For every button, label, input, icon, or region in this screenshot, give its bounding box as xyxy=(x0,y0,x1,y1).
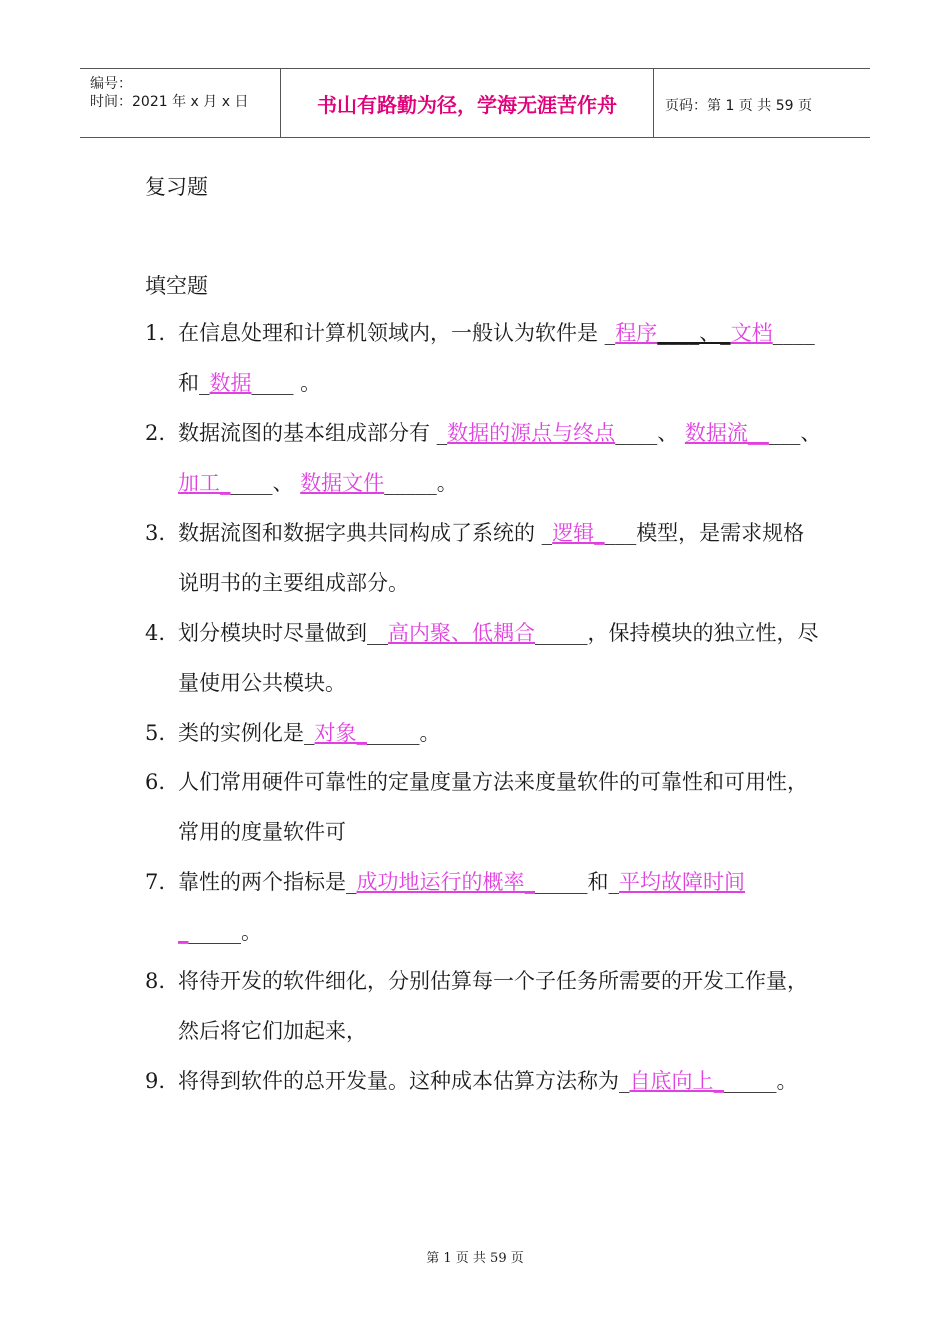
answer: 数据流__ xyxy=(684,421,769,445)
question-9 xyxy=(145,1056,825,1106)
question-2 xyxy=(145,408,825,508)
answer: 自底向上_ xyxy=(629,1069,724,1093)
question-text: ____ 。 xyxy=(251,371,322,395)
answer: 文档 xyxy=(730,321,773,345)
answer: 成功地运行的概率_ xyxy=(356,870,535,894)
question-text: _____。 xyxy=(384,471,458,495)
header-motto: 书山有路勤为径，学海无涯苦作舟 xyxy=(281,69,654,137)
question-number: 8. xyxy=(145,969,166,993)
question-text: _____。 xyxy=(724,1069,798,1093)
answer: 数据文件 xyxy=(300,471,385,495)
answer: 高内聚、低耦合 xyxy=(388,621,535,645)
answer: 对象_ xyxy=(314,721,367,745)
question-text: 将得到软件的总开发量。这种成本估算方法称为_ xyxy=(178,1069,630,1093)
question-number: 2. xyxy=(145,421,166,445)
question-number: 3. xyxy=(145,521,166,545)
question-text: 数据流图和数据字典共同构成了系统的 _ xyxy=(178,521,553,545)
question-1 xyxy=(145,308,825,408)
question-text: 类的实例化是_ xyxy=(178,721,315,745)
answer: 加工_ xyxy=(178,471,231,495)
question-text: ____、 xyxy=(230,471,301,495)
page-footer: 第 1 页 共 59 页 xyxy=(426,1251,524,1266)
question-text: ____ 和_ xyxy=(178,321,815,395)
question-number: 5. xyxy=(145,721,166,745)
question-text: _____和_ xyxy=(535,870,619,894)
question-text: 将待开发的软件细化，分别估算每一个子任务所需要的开发工作量，然后将它们加起来， xyxy=(178,969,808,1043)
question-6 xyxy=(145,757,825,857)
question-text: 在信息处理和计算机领域内，一般认为软件是 _ xyxy=(178,321,616,345)
question-number: 6. xyxy=(145,770,166,794)
question-text: 人们常用硬件可靠性的定量度量方法来度量软件的可靠性和可用性，常用的度量软件可 xyxy=(178,770,808,844)
page-header xyxy=(80,68,870,138)
number-label: 编号： xyxy=(90,76,132,92)
question-number: 1. xyxy=(145,321,166,345)
answer: 平均故障时间_ xyxy=(178,870,745,944)
question-3 xyxy=(145,508,825,608)
question-number: 9. xyxy=(145,1069,166,1093)
question-4 xyxy=(145,608,825,708)
question-number: 7. xyxy=(145,870,166,894)
section-title: 填空题 xyxy=(145,274,208,298)
answer: 数据 xyxy=(209,371,252,395)
question-number: 4. xyxy=(145,621,166,645)
question-text: ____、_ xyxy=(657,321,731,345)
question-7 xyxy=(145,857,825,957)
question-text: _____。 xyxy=(188,920,262,944)
answer: 逻辑_ xyxy=(552,521,605,545)
question-text: _____。 xyxy=(367,721,441,745)
question-text: ____、 xyxy=(615,421,685,445)
question-8 xyxy=(145,956,825,1056)
header-meta-cell xyxy=(80,69,281,137)
question-text: _____，保持模块的独立性，尽量使用公共模块。 xyxy=(178,621,819,695)
time-label: 时间：2021 年 x 月 x 日 xyxy=(90,94,249,110)
question-text: ___模型，是需求规格说明书的主要组成部分。 xyxy=(178,521,805,595)
doc-title: 复习题 xyxy=(145,175,208,199)
question-text: 靠性的两个指标是_ xyxy=(178,870,357,894)
question-text: 数据流图的基本组成部分有 _ xyxy=(178,421,448,445)
answer: 程序 xyxy=(615,321,658,345)
question-text: ___、 xyxy=(768,421,822,445)
question-5 xyxy=(145,708,825,758)
header-page-info: 页码：第 1 页 共 59 页 xyxy=(665,98,812,114)
answer: 数据的源点与终点 xyxy=(447,421,616,445)
question-text: 划分模块时尽量做到__ xyxy=(178,621,388,645)
